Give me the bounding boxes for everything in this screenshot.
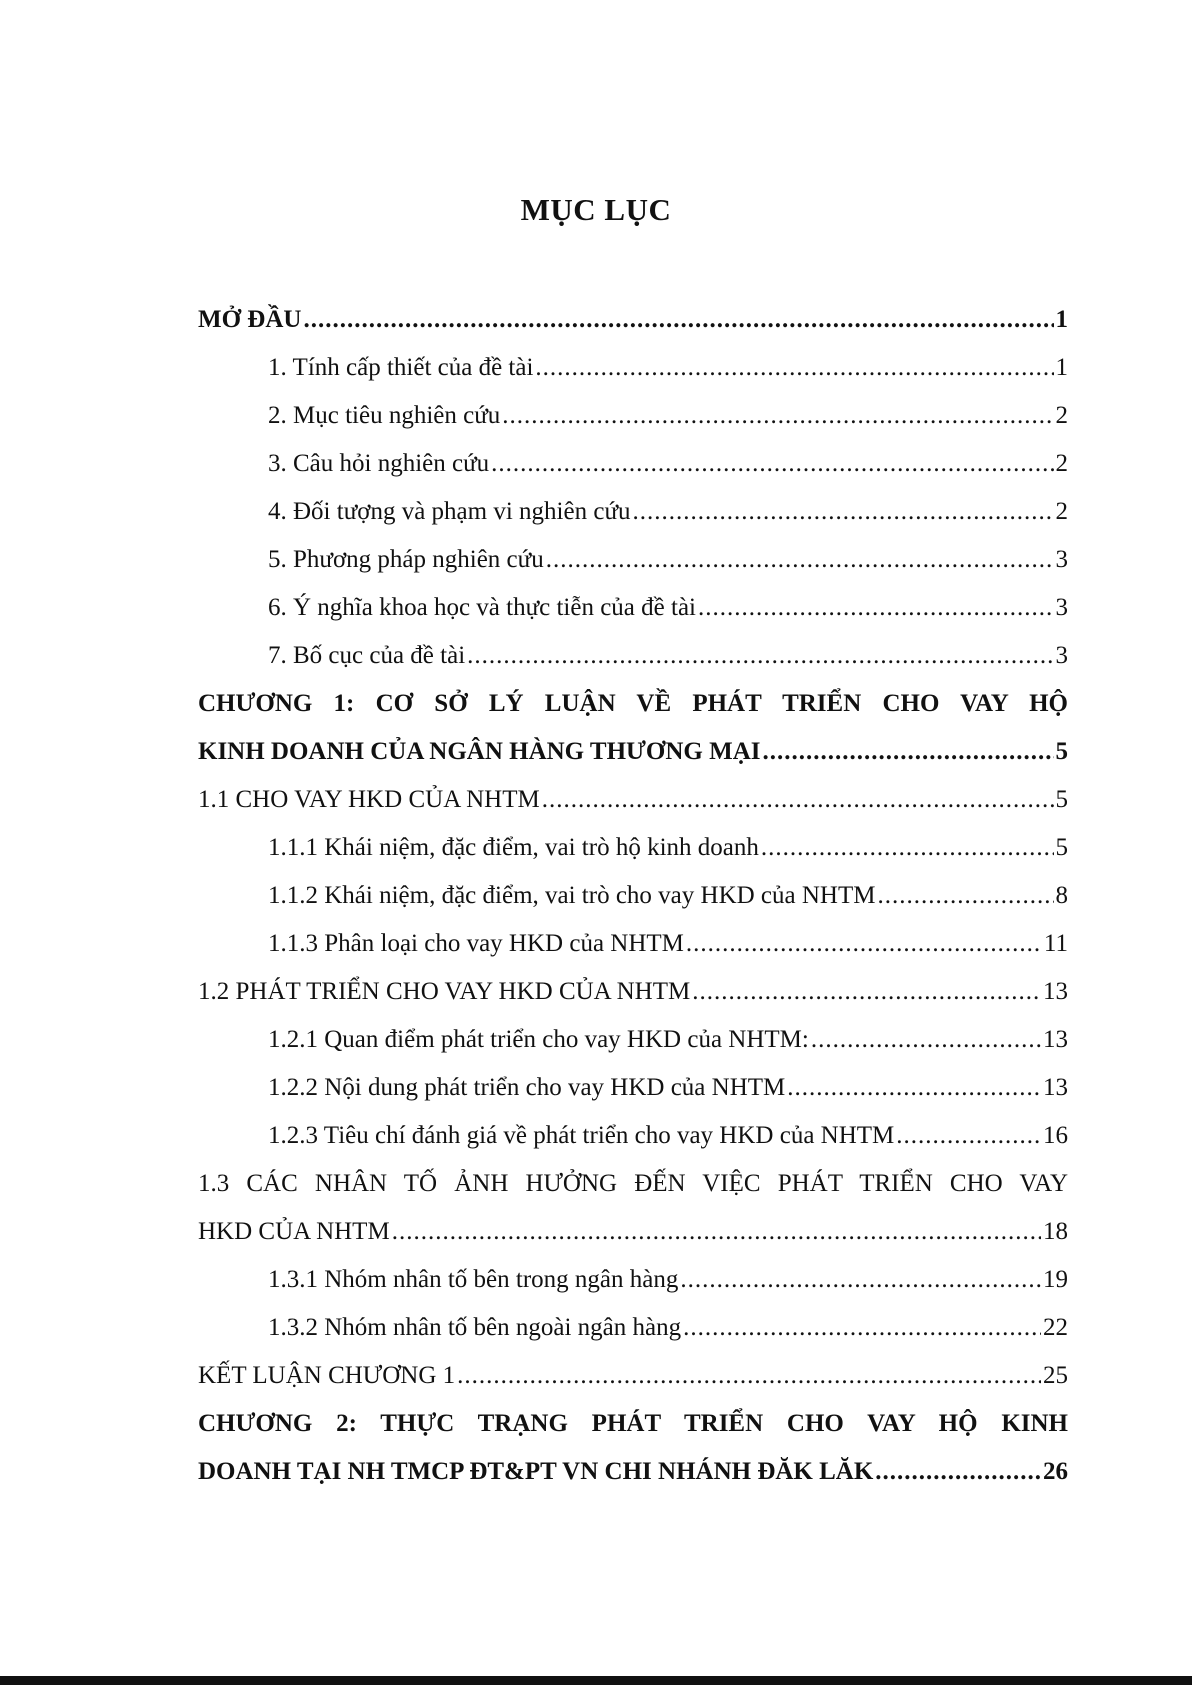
dot-leader [542,776,1054,824]
dot-leader [546,536,1054,584]
toc-entry[interactable]: 5. Phương pháp nghiên cứu ..... 3 [198,536,1068,584]
dot-leader [686,920,1042,968]
toc-entry[interactable]: 4. Đối tượng và phạm vi nghiên cứu ..... 2 [198,488,1068,536]
bottom-edge-bar [0,1676,1192,1685]
toc-entry[interactable]: 6. Ý nghĩa khoa học và thực tiễn của đề tài ..... 3 [198,584,1068,632]
page-title: MỤC LỤC [520,192,672,227]
dot-leader [787,1064,1041,1112]
dot-leader [491,440,1053,488]
toc-section-1-1[interactable]: 1.1 CHO VAY HKD CỦA NHTM ..... 5 [198,776,1068,824]
dot-leader [811,1016,1041,1064]
toc-entry[interactable]: 3. Câu hỏi nghiên cứu ..... 2 [198,440,1068,488]
toc-entry[interactable]: 1.2.1 Quan điểm phát triển cho vay HKD của NHTM: ..... 13 [198,1016,1068,1064]
dot-leader [303,296,1053,344]
toc-chapter-2-line-1[interactable]: CHƯƠNG 2: THỰC TRẠNG PHÁT TRIỂN CHO VAY HỘ KINH [198,1410,1068,1437]
dot-leader [633,488,1054,536]
toc-entry[interactable]: 1.2.3 Tiêu chí đánh giá về phát triển cho vay HKD của NHTM ..... 16 [198,1112,1068,1160]
toc-entry[interactable]: 1. Tính cấp thiết của đề tài ..... 1 [198,344,1068,392]
dot-leader [877,872,1053,920]
toc-chapter-1-line-2[interactable]: KINH DOANH CỦA NGÂN HÀNG THƯƠNG MẠI ..... 5 [198,728,1068,776]
dot-leader [502,392,1053,440]
toc-entry[interactable]: 1.3.2 Nhóm nhân tố bên ngoài ngân hàng ..... 22 [198,1304,1068,1352]
dot-leader [896,1112,1041,1160]
dot-leader [535,344,1053,392]
toc-chapter-1-line-1[interactable]: CHƯƠNG 1: CƠ SỞ LÝ LUẬN VỀ PHÁT TRIỂN CHO VAY HỘ [198,690,1068,717]
toc-entry[interactable]: 1.1.1 Khái niệm, đặc điểm, vai trò hộ kinh doanh ..... 5 [198,824,1068,872]
toc-chapter-2-line-2[interactable]: DOANH TẠI NH TMCP ĐT&PT VN CHI NHÁNH ĐĂK LĂK ..... 26 [198,1448,1068,1496]
toc-section-1-2[interactable]: 1.2 PHÁT TRIỂN CHO VAY HKD CỦA NHTM ..... 13 [198,968,1068,1016]
toc-entry-mo-dau[interactable]: MỞ ĐẦU ..... 1 [198,296,1068,344]
dot-leader [467,632,1053,680]
toc-entry[interactable]: 1.1.3 Phân loại cho vay HKD của NHTM ..... 11 [198,920,1068,968]
dot-leader [392,1208,1041,1256]
toc-entry[interactable]: 1.1.2 Khái niệm, đặc điểm, vai trò cho vay HKD của NHTM ..... 8 [198,872,1068,920]
dot-leader [457,1352,1041,1400]
toc-ket-luan-chuong-1[interactable]: KẾT LUẬN CHƯƠNG 1 ..... 25 [198,1352,1068,1400]
dot-leader [763,728,1054,776]
table-of-contents [198,296,1068,1496]
dot-leader [761,824,1054,872]
toc-entry[interactable]: 1.2.2 Nội dung phát triển cho vay HKD của NHTM ..... 13 [198,1064,1068,1112]
toc-entry[interactable]: 1.3.1 Nhóm nhân tố bên trong ngân hàng ..... 19 [198,1256,1068,1304]
toc-section-1-3-line-2[interactable]: HKD CỦA NHTM ..... 18 [198,1208,1068,1256]
toc-entry[interactable]: 7. Bố cục của đề tài ..... 3 [198,632,1068,680]
toc-entry[interactable]: 2. Mục tiêu nghiên cứu ..... 2 [198,392,1068,440]
dot-leader [680,1256,1041,1304]
dot-leader [698,584,1054,632]
dot-leader [692,968,1041,1016]
toc-section-1-3-line-1[interactable]: 1.3 CÁC NHÂN TỐ ẢNH HƯỞNG ĐẾN VIỆC PHÁT TRIỂN CHO VAY [198,1170,1068,1197]
dot-leader [875,1448,1041,1496]
dot-leader [683,1304,1041,1352]
